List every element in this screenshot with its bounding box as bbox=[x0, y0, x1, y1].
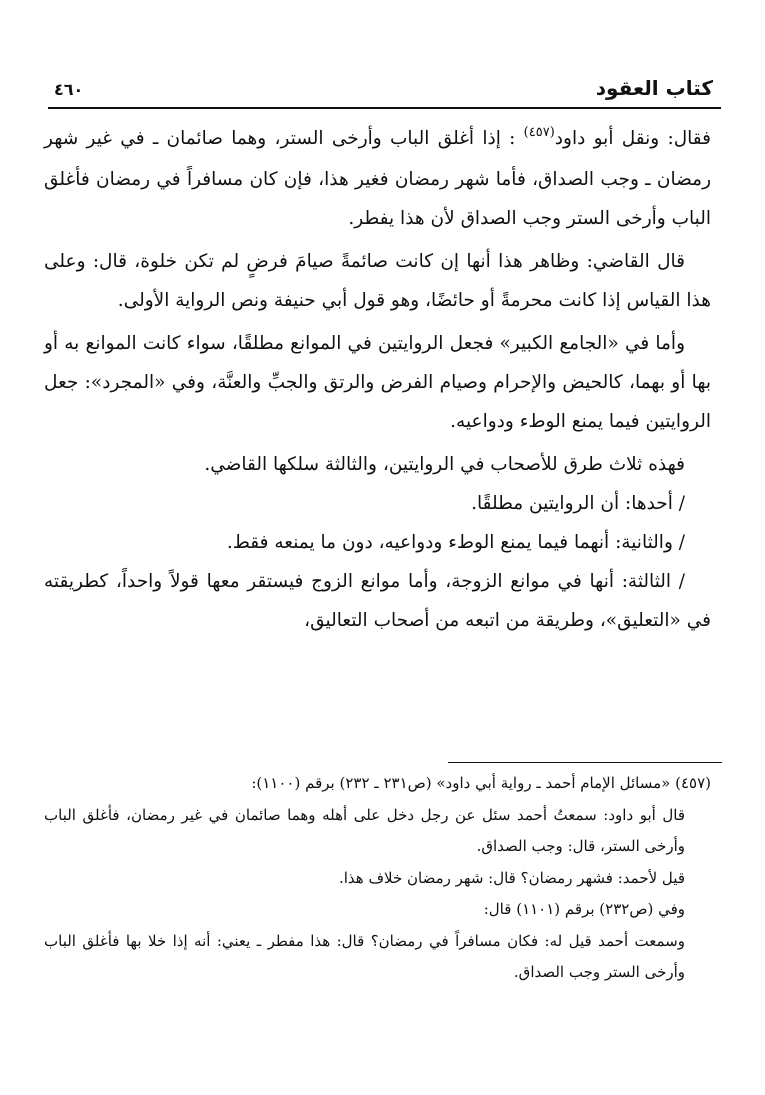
footnotes bbox=[44, 768, 711, 989]
header-rule bbox=[48, 107, 721, 109]
footnote-457-text-1: قال أبو داود: سمعتُ أحمد سئل عن رجل دخل على أهله وهما صائمان في غير رمضان، فأغلق الباب وأرخى الستر، قال: وجب الصداق. bbox=[44, 805, 685, 855]
paragraph-1-prefix: فقال: ونقل أبو داود bbox=[554, 128, 711, 149]
paragraph-7: / الثالثة: أنها في موانع الزوجة، وأما موانع الزوج فيستقر معها قولاً واحداً، كطريقته في «التعليق»، وطريقة من اتبعه من أصحاب التعاليق، bbox=[44, 571, 711, 631]
running-header-title: كتاب العقود bbox=[595, 76, 713, 100]
paragraph-3: وأما في «الجامع الكبير» فجعل الروايتين في الموانع مطلقًا، سواء كانت الموانع به أو بها أو بهما، كالحيض والإحرام وصيام الفرض والرتق والجبِّ والعنَّة، وفي «المجرد»: جعل الروايتين فيما يمنع الوطء ودواعيه. bbox=[44, 333, 711, 432]
footnote-457-text-3: وفي (ص٢٣٢) برقم (١١٠١) قال: bbox=[483, 900, 685, 918]
footnote-reference: (٤٥٧) bbox=[523, 125, 555, 140]
footnote-457-text-2: قيل لأحمد: فشهر رمضان؟ قال: شهر رمضان خلاف هذا. bbox=[338, 868, 685, 887]
main-text bbox=[44, 119, 711, 640]
paragraph-5: / أحدها: أن الروايتين مطلقًا. bbox=[471, 493, 685, 514]
paragraph-1 bbox=[44, 119, 711, 238]
footnote-457-citation: (٤٥٧) «مسائل الإمام أحمد ـ رواية أبي داود» (ص٢٣١ ـ ٢٣٢) برقم (١١٠٠): bbox=[251, 774, 711, 792]
paragraph-6: / والثانية: أنهما فيما يمنع الوطء ودواعيه، دون ما يمنعه فقط. bbox=[226, 532, 685, 553]
page-number: ٤٦٠ bbox=[54, 80, 84, 99]
paragraph-4: فهذه ثلاث طرق للأصحاب في الروايتين، والثالثة سلكها القاضي. bbox=[204, 454, 685, 475]
footnote-separator bbox=[448, 762, 722, 763]
paragraph-2: قال القاضي: وظاهر هذا أنها إن كانت صائمةً صيامَ فرضٍ لم تكن خلوة، قال: وعلى هذا القياس إذا كانت محرمةً أو حائضًا، وهو قول أبي حنيفة ونص الرواية الأولى. bbox=[44, 251, 711, 311]
paragraph-1-rest: : إذا أغلق الباب وأرخى الستر، وهما صائمان ـ في غير شهر رمضان ـ وجب الصداق، فأما شهر رمضان فغير هذا، فإن كان مسافراً في رمضان فأغلق الباب وأرخى الستر وجب الصداق لأن هذا يفطر. bbox=[44, 128, 711, 229]
footnote-457-text-4: وسمعت أحمد قيل له: فكان مسافراً في رمضان؟ قال: هذا مفطر ـ يعني: أنه إذا خلا بها فأغلق الباب وأرخى الستر وجب الصداق. bbox=[44, 931, 685, 981]
